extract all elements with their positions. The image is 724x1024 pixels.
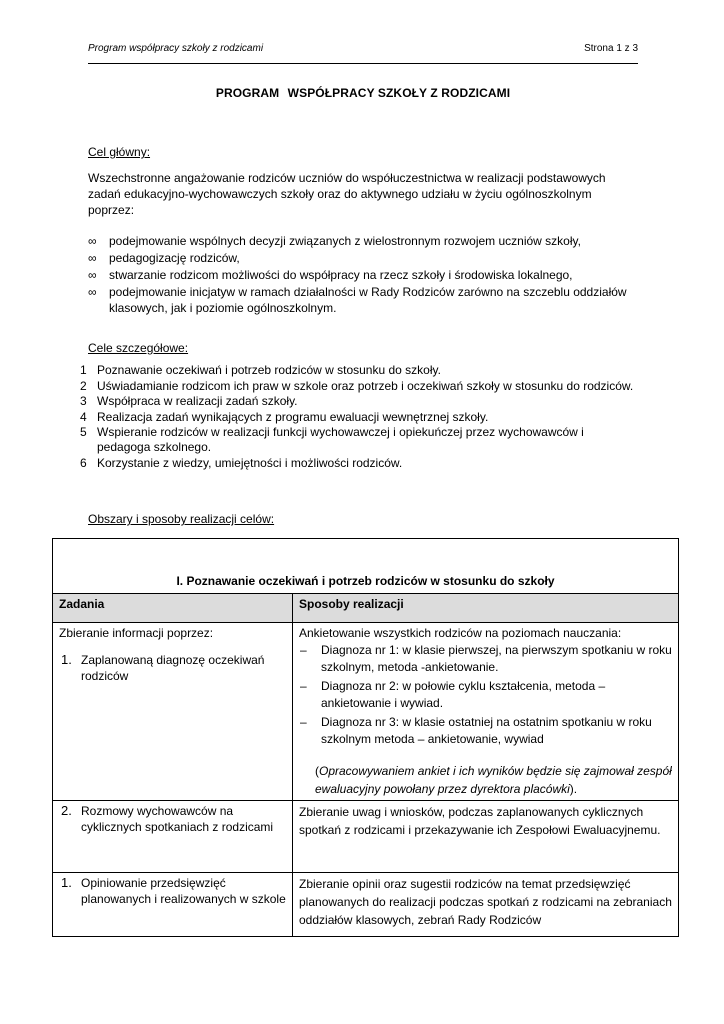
table-row <box>53 801 679 873</box>
list-item: – Diagnoza nr 2: w połowie cyklu kształcenia, metoda – ankietowanie i wywiad. <box>300 679 606 710</box>
task-item: 1. Zaplanowaną diagnozę oczekiwań rodziców <box>61 652 265 683</box>
document-title <box>88 86 638 100</box>
list-item: ∞ podejmowanie inicjatyw w ramach działalności w Rady Rodziców zarówno na szczeblu oddziałów klasowych, jak i poziomie ogólnoszkolnym. <box>88 285 627 315</box>
infinity-bullet-icon: ∞ <box>88 285 97 299</box>
areas-heading: Obszary i sposoby realizacji celów: <box>88 512 275 526</box>
table-row <box>53 623 679 801</box>
method-cell <box>293 623 679 801</box>
task-item: 1. Opiniowanie przedsięwzięć planowanych i realizowanych w szkole <box>61 875 286 906</box>
table-row <box>53 873 679 937</box>
method-intro: Ankietowanie wszystkich rodziców na poziomach nauczania: <box>299 626 622 640</box>
dash-bullet-icon: – <box>300 643 307 657</box>
realization-table <box>52 538 679 937</box>
dash-bullet-icon: – <box>300 715 307 729</box>
list-item: 3 Współpraca w realizacji zadań szkoły. <box>80 394 298 408</box>
dash-bullet-icon: – <box>300 679 307 693</box>
column-header-tasks: Zadania <box>53 594 293 623</box>
detailed-goals-heading: Cele szczegółowe: <box>88 341 189 355</box>
title-part-1: PROGRAM <box>215 86 280 100</box>
method-list <box>299 642 672 748</box>
column-header-methods: Sposoby realizacji <box>293 594 679 623</box>
list-item: 4 Realizacja zadań wynikających z programu ewaluacji wewnętrznej szkoły. <box>80 409 489 424</box>
task-cell <box>53 801 293 873</box>
list-item: – Diagnoza nr 3: w klasie ostatniej na ostatnim spotkaniu w roku szkolnym metoda – ankietowanie, wywiad <box>300 715 652 746</box>
infinity-bullet-icon: ∞ <box>88 234 97 248</box>
header-page-number: Strona 1 z 3 <box>584 43 638 54</box>
method-note: (Opracowywaniem ankiet i ich wyników będzie się zajmował zespół ewaluacyjny powołany przez dyrektora placówki). <box>315 764 672 796</box>
task-cell <box>53 623 293 801</box>
infinity-bullet-icon: ∞ <box>88 268 97 282</box>
page-header <box>88 43 638 54</box>
title-part-2: WSPÓŁPRACY SZKOŁY Z RODZICAMI <box>287 86 511 100</box>
header-doc-title: Program współpracy szkoły z rodzicami <box>88 43 264 54</box>
list-item: 5 Wspieranie rodziców w realizacji funkcji wychowawczej i opiekuńczej przez wychowawców i pedagoga szkolnego. <box>80 425 584 454</box>
table-section-title: I. Poznawanie oczekiwań i potrzeb rodziców w stosunku do szkoły <box>53 539 679 594</box>
main-goal-intro: Wszechstronne angażowanie rodziców uczniów do współuczestnictwa w realizacji podstawowych zadań edukacyjno-wychowawczych szkoły oraz do aktywnego udziału w życiu ogólnoszkolnym poprzez: <box>88 171 606 217</box>
infinity-bullet-icon: ∞ <box>88 251 97 265</box>
list-item: ∞ stwarzanie rodzicom możliwości do współpracy na rzecz szkoły i środowiska lokalnego, <box>88 268 573 282</box>
list-item: 1 Poznawanie oczekiwań i potrzeb rodziców w stosunku do szkoły. <box>80 363 441 377</box>
main-goal-heading: Cel główny: <box>88 145 151 159</box>
task-intro: Zbieranie informacji poprzez: <box>59 626 214 640</box>
detailed-goals-list <box>75 363 635 471</box>
header-divider <box>88 63 638 64</box>
list-item: 2 Uświadamianie rodzicom ich praw w szkole oraz potrzeb i oczekiwań szkoły w stosunku do rodziców. <box>80 378 634 393</box>
list-item: 6 Korzystanie z wiedzy, umiejętności i możliwości rodziców. <box>80 455 403 470</box>
list-item: – Diagnoza nr 1: w klasie pierwszej, na pierwszym spotkaniu w roku szkolnym, metoda -ankietowanie. <box>300 643 672 674</box>
method-cell: Zbieranie uwag i wniosków, podczas zaplanowanych cyklicznych spotkań z rodzicami i przekazywanie ich Zespołowi Ewaluacyjnemu. <box>293 801 679 873</box>
method-cell: Zbieranie opinii oraz sugestii rodziców na temat przedsięwzięć planowanych do realizacji podczas spotkań z rodzicami na zebraniach oddziałów klasowych, zebrań Rady Rodziców <box>293 873 679 937</box>
list-item: ∞ pedagogizację rodziców, <box>88 251 240 265</box>
list-item: ∞ podejmowanie wspólnych decyzji związanych z wielostronnym rozwojem uczniów szkoły, <box>88 234 581 248</box>
main-goal-bullets <box>88 233 636 317</box>
task-item: 2. Rozmowy wychowawców na cyklicznych spotkaniach z rodzicami <box>61 803 274 834</box>
task-cell <box>53 873 293 937</box>
